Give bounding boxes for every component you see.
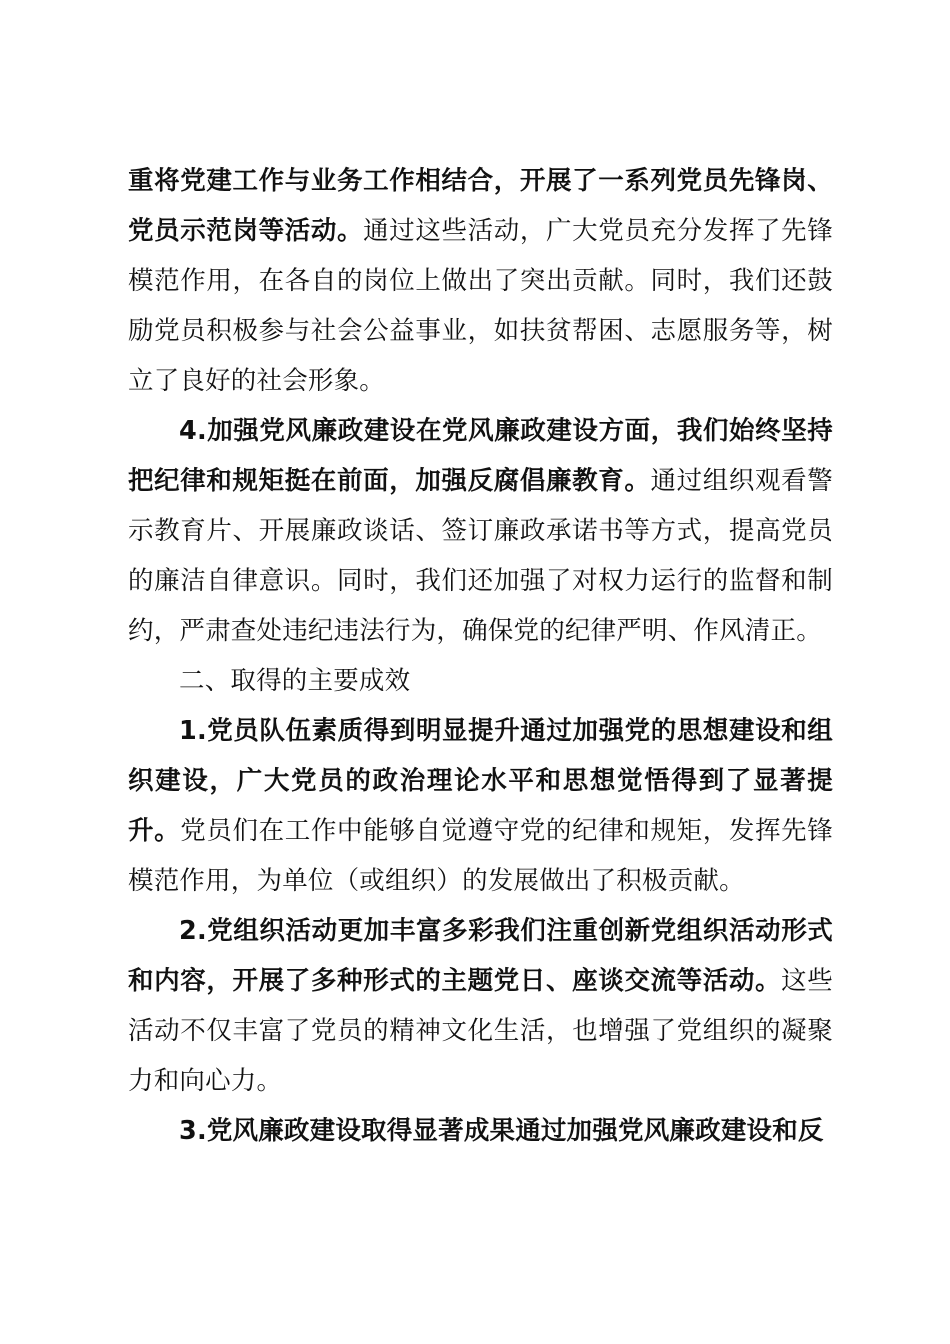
paragraph-body-text: 这些活动不仅丰富了党员的精神文化生活，也增强了党组织的凝聚力和向心力。 — [128, 966, 833, 1096]
paragraph-bold-lead: 2.党组织活动更加丰富多彩我们注重创新党组织活动形式和内容，开展了多种形式的主题党日、座谈交流等活动。 — [128, 916, 833, 996]
paragraph-party-vanguard — [128, 156, 833, 406]
paragraph-bold-lead: 1.党员队伍素质得到明显提升通过加强党的思想建设和组织建设，广大党员的政治理论水平和思想觉悟得到了显著提升。 — [128, 716, 833, 846]
paragraph-body-text: 通过组织观看警示教育片、开展廉政谈话、签订廉政承诺书等方式，提高党员的廉洁自律意识。同时，我们还加强了对权力运行的监督和制约，严肃查处违纪违法行为，确保党的纪律严明、作风清正。 — [128, 466, 833, 646]
paragraph-body-text: 党员们在工作中能够自觉遵守党的纪律和规矩，发挥先锋模范作用，为单位（或组织）的发展做出了积极贡献。 — [128, 816, 833, 896]
paragraph-bold-lead: 3.党风廉政建设取得显著成果通过加强党风廉政建设和反 — [179, 1116, 824, 1146]
section-heading-text: 二、取得的主要成效 — [179, 666, 411, 696]
paragraph-integrity-building — [128, 406, 833, 656]
document-body — [128, 156, 833, 1156]
paragraph-body-text: 通过这些活动，广大党员充分发挥了先锋模范作用，在各自的岗位上做出了突出贡献。同时，我们还鼓励党员积极参与社会公益事业，如扶贫帮困、志愿服务等，树立了良好的社会形象。 — [128, 216, 833, 396]
paragraph-member-quality — [128, 706, 833, 906]
paragraph-bold-lead: 重将党建工作与业务工作相结合，开展了一系列党员先锋岗、党员示范岗等活动。 — [128, 166, 833, 246]
section-heading-achievements — [128, 656, 833, 706]
paragraph-bold-lead: 4.加强党风廉政建设在党风廉政建设方面，我们始终坚持把纪律和规矩挺在前面，加强反腐倡廉教育。 — [128, 416, 833, 496]
paragraph-integrity-results — [128, 1106, 833, 1156]
paragraph-activities — [128, 906, 833, 1106]
